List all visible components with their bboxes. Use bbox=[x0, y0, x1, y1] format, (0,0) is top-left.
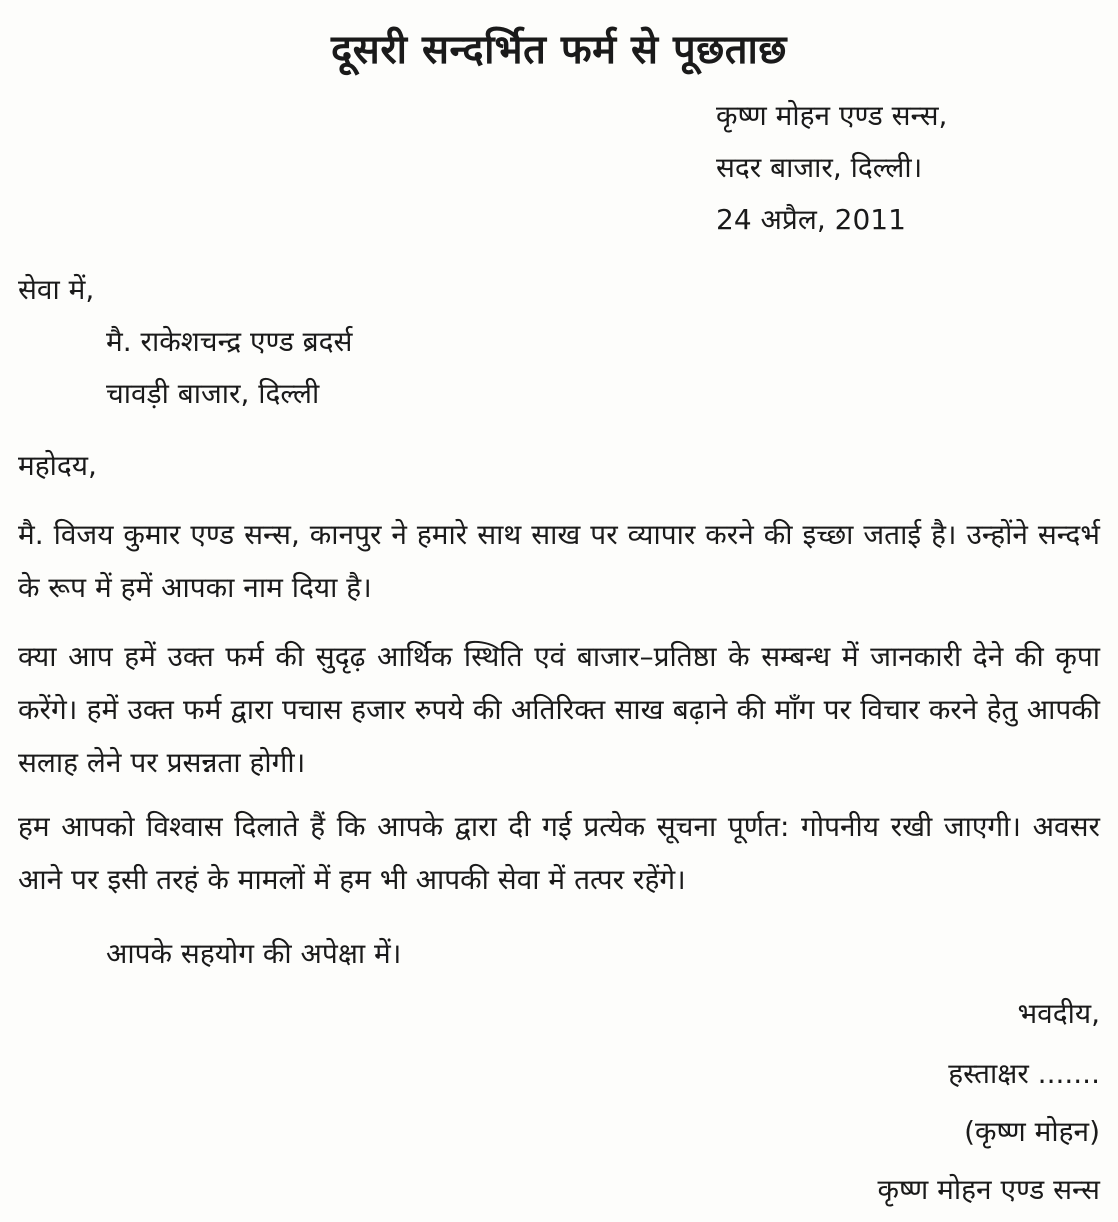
sender-address: सदर बाजार, दिल्ली। bbox=[716, 151, 923, 184]
greeting: महोदय, bbox=[18, 449, 97, 482]
letter-title: दूसरी सन्दर्भित फर्म से पूछताछ bbox=[331, 27, 787, 73]
signer-firm: कृष्ण मोहन एण्ड सन्स bbox=[877, 1173, 1100, 1206]
signer-name: (कृष्ण मोहन) bbox=[964, 1115, 1100, 1148]
recipient-name: मै. राकेशचन्द्र एण्ड ब्रदर्स bbox=[106, 325, 353, 358]
body-paragraph: मै. विजय कुमार एण्ड सन्स, कानपुर ने हमारे साथ साख पर व्यापार करने की इच्छा जताई है। उन्होंने सन्दर्भ के रूप में हमें आपका नाम दिया है। bbox=[18, 518, 1100, 604]
body-paragraph: क्या आप हमें उक्त फर्म की सुदृढ़ आर्थिक स्थिति एवं बाजार–प्रतिष्ठा के सम्बन्ध में जानकारी देने की कृपा करेंगे। हमें उक्त फर्म द्वारा पचास हजार रुपये की अतिरिक्त साख बढ़ाने की माँग पर विचार करने हेतु आपकी सलाह लेने पर प्रसन्नता होगी। bbox=[18, 640, 1100, 779]
salutation-to: सेवा में, bbox=[18, 273, 95, 306]
closing-line: आपके सहयोग की अपेक्षा में। bbox=[106, 937, 402, 970]
letter-date: 24 अप्रैल, 2011 bbox=[716, 203, 906, 236]
sender-name: कृष्ण मोहन एण्ड सन्स, bbox=[716, 99, 948, 132]
body-paragraph: हम आपको विश्वास दिलाते हैं कि आपके द्वारा दी गई प्रत्येक सूचना पूर्णत: गोपनीय रखी जाएगी। अवसर आने पर इसी तरहं के मामलों में हम भी आपकी सेवा में तत्पर रहेंगे। bbox=[18, 810, 1100, 896]
recipient-address: चावड़ी बाजार, दिल्ली bbox=[106, 377, 320, 410]
signoff-yours: भवदीय, bbox=[1017, 997, 1100, 1030]
signature-line: हस्ताक्षर ....... bbox=[948, 1057, 1100, 1090]
sender-block bbox=[716, 90, 947, 246]
